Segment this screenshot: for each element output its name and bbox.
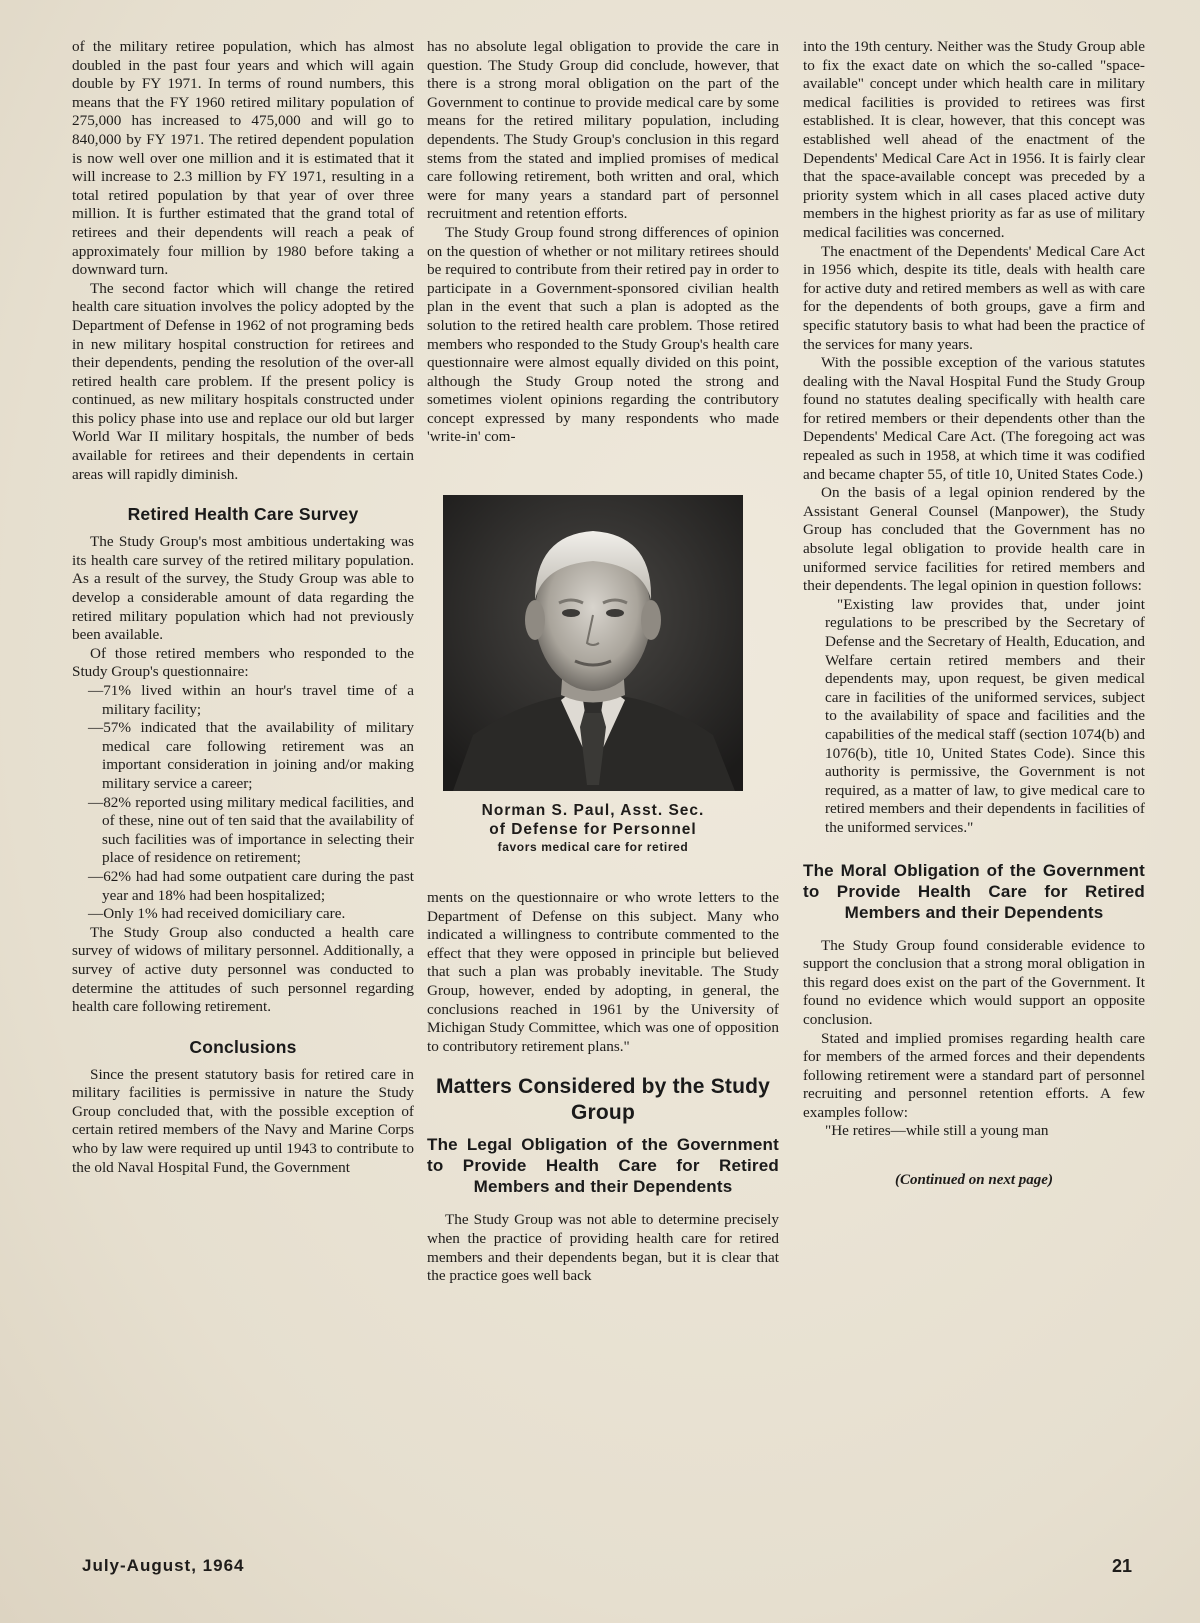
column-1 [72,38,414,1177]
page-number: 21 [1112,1556,1133,1576]
subsection-heading-moral: The Moral Obligation of the Government to Provide Health Care for Retired Members and their Dependents [803,860,1145,922]
paragraph: On the basis of a legal opinion rendered by the Assistant General Counsel (Manpower), the Study Group has concluded that the Government has no absolute legal obligation to provide health care in uniformed service facilities for retired members and their dependents. The legal opinion in question follows: [803,484,1145,595]
caption-line-3: favors medical care for retired [497,840,689,855]
paragraph: Since the present statutory basis for retired care in military facilities is permissive in nature the Study Group concluded that, with the possible exception of certain retired members of the Navy and Marine Corps who by law were required up until 1943 to contribute to the old Naval Hospital Fund, the Government [72,1065,414,1176]
photo-caption [443,801,743,855]
paragraph: The enactment of the Dependents' Medical Care Act in 1956 which, despite its title, deals with health care for active duty and retired members as well as with care for the dependents of both groups, gave a firm and specific statutory basis to what had been the practice of the services for many years. [803,242,1145,353]
list-item: —57% indicated that the availability of military medical care following retirement was an important consideration in joining and/or making military service a career; [88,719,414,792]
paragraph: With the possible exception of the various statutes dealing with the Naval Hospital Fund the Study Group found no statutes dealing specifically with health care for retired members or their dependents other than the Dependents' Medical Care Act. (The foregoing act was repealed as such in 1958, at which time it was codified and became chapter 55, of title 10, United States Code.) [803,354,1145,483]
subsection-heading-legal: The Legal Obligation of the Government to Provide Health Care for Retired Members and their Dependents [427,1135,779,1197]
paragraph: The second factor which will change the retired health care situation involves the policy adopted by the Department of Defense in 1962 of not programing beds in new military hospital construction for retirees and their dependents, pending the resolution of the over-all retired health care problem. If the present policy is continued, as new military hospitals constructed under this policy phase into use and replace our old but larger World War II military hospitals, the number of beds available for retirees and their dependents in certain areas will rapidly diminish. [72,279,414,483]
column-3 [803,38,1145,1190]
paragraph: of the military retiree population, which has almost doubled in the past four years and which will again double by FY 1971. In terms of round numbers, this means that the FY 1960 retired military population of 275,000 has increased to 475,000 and will go to 840,000 by FY 1971. The retired dependent population is now well over one million and it is estimated that it will increase to 2.3 million by FY 1971, resulting in a total retired population by that year of over three million. It is further estimated that the grand total of retirees and their dependents will reach a peak of approximately four million by 1980 before taking a downward turn. [72,38,414,279]
section-heading-matters: Matters Considered by the Study Group [435,1075,771,1125]
issue-date: July-August, 1964 [82,1556,245,1575]
paragraph: The Study Group also conducted a health care survey of widows of military personnel. Additionally, a survey of active duty personnel was conducted to determine the attitudes of such personnel regarding health care following retirement. [72,923,414,1016]
paragraph: The Study Group's most ambitious undertaking was its health care survey of the retired military population. As a result of the survey, the Study Group was able to develop a considerable amount of data regarding the retired military population which had not previously been available. [72,533,414,644]
portrait-photo [443,495,743,791]
paragraph: The Study Group was not able to determine precisely when the practice of providing health care for retired members and their dependents began, but it is clear that the practice goes well back [427,1211,779,1285]
caption-line-2: of Defense for Personnel [489,821,697,839]
paragraph: Stated and implied promises regarding health care for members of the armed forces and their dependents following retirement were a standard part of personnel recruiting and personnel retention efforts. A few examples follow: [803,1029,1145,1121]
column-2 [427,38,779,1286]
paragraph: ments on the questionnaire or who wrote letters to the Department of Defense on this subject. Many who indicated a willingness to contribute commented to the effect that they were opposed in principle but believed that such a plan was probably inevitable. The Study Group, however, ended by adopting, in general, the conclusions reached in 1961 by the University of Michigan Study Committee, which was one of opposition to contributory retirement plans." [427,889,779,1055]
paragraph: The Study Group found strong differences of opinion on the question of whether or not military retirees should be required to contribute from their retired pay in order to participate in a Government-sponsored civilian health plan in the event that such a plan is adopted as the solution to the retired health care problem. Those retired members who responded to the Study Group's health care questionnaire were almost equally divided on this point, although the Study Group noted the strong and sometimes violent opinions regarding the contributory concept expressed by many respondents who made 'write-in' com- [427,223,779,446]
paragraph: Of those retired members who responded to the Study Group's questionnaire: [72,644,414,681]
caption-line-1: Norman S. Paul, Asst. Sec. [481,802,705,820]
paragraph: has no absolute legal obligation to provide the care in question. The Study Group did conclude, however, that there is a strong moral obligation on the part of the Government to continue to provide medical care by some means for the retired military population, including dependents. The Study Group's conclusion in this regard stems from the stated and implied promises of medical care following retirement, both written and oral, which were for many years a standard part of personnel recruitment and retention efforts. [427,38,779,223]
survey-results-list [72,682,414,924]
legal-opinion-quote: "Existing law provides that, under joint regulations to be prescribed by the Secretary of Defense and the Secretary of Health, Education, and Welfare certain retired members and their dependents may, upon request, be given medical care in facilities of the uniformed services, subject to the availability of space and facilities and the capabilities of the medical staff (section 1074(b) and 1076(b), title 10, United States Code). Since this authority is permissive, the Government is not required, as a matter of law, to give medical care to retired members and their dependents in facilities of the uniformed services." [825,595,1145,836]
paragraph: "He retires—while still a young man [825,1122,1049,1140]
list-item: —71% lived within an hour's travel time of a military facility; [88,682,414,718]
paragraph: into the 19th century. Neither was the Study Group able to fix the exact date on which the so-called "space-available" concept under which health care in military medical facilities is provided to retirees was first established. It is clear, however, that this concept was established well ahead of the enactment of the Dependents' Medical Care Act in 1956. It is fairly clear that the space-available concept was preceded by a priority system which in all cases placed active duty members in the highest priority as far as use of military medical facilities was concerned. [803,38,1145,241]
section-heading-survey: Retired Health Care Survey [127,504,359,525]
list-item: —62% had had some outpatient care during the past year and 18% had been hospitalized; [88,867,414,904]
list-item: —82% reported using military medical facilities, and of these, nine out of ten said that the availability of such facilities was of importance in selecting their place of residence on retirement; [88,793,414,867]
list-item: —Only 1% had received domiciliary care. [88,905,346,923]
section-heading-conclusions: Conclusions [189,1036,297,1057]
continued-notice: (Continued on next page) [895,1172,1053,1189]
paragraph: The Study Group found considerable evidence to support the conclusion that a strong moral obligation in this regard does exist on the part of the Government. It found no evidence which would support an opposite conclusion. [803,936,1145,1028]
portrait-figure [443,495,743,855]
